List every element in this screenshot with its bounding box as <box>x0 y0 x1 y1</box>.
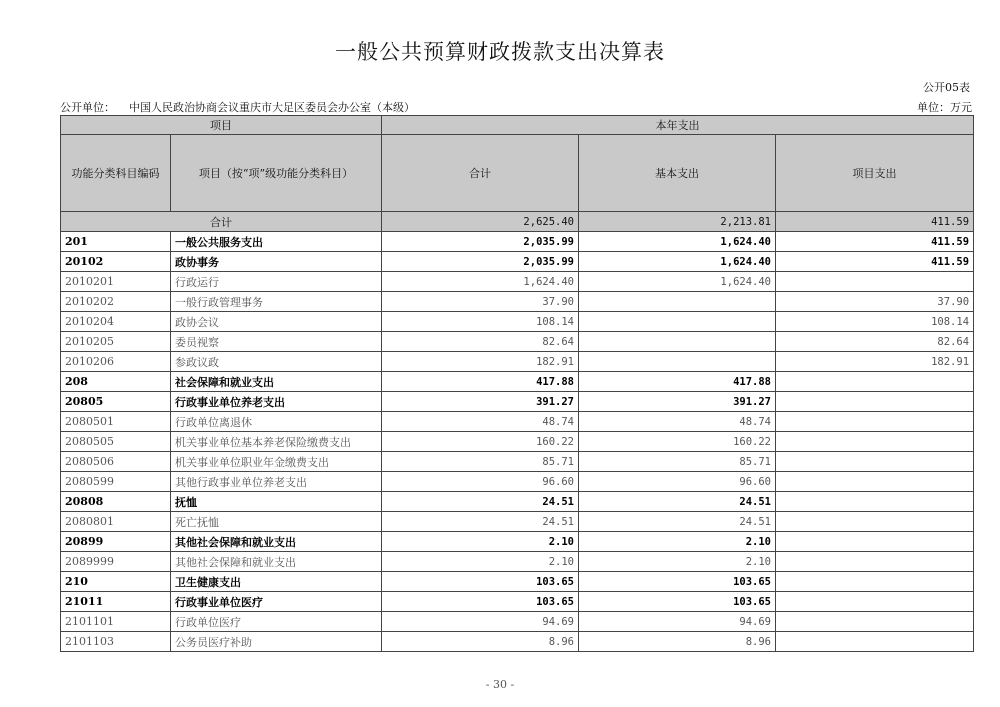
cell-code: 21011 <box>61 592 171 612</box>
cell-name: 参政议政 <box>171 352 382 372</box>
header-total: 合计 <box>382 135 579 212</box>
cell-total: 8.96 <box>382 632 579 652</box>
cell-total: 96.60 <box>382 472 579 492</box>
cell-project <box>776 612 974 632</box>
cell-name: 政协会议 <box>171 312 382 332</box>
cell-total: 182.91 <box>382 352 579 372</box>
budget-table <box>60 115 974 652</box>
cell-code: 20805 <box>61 392 171 412</box>
cell-project <box>776 432 974 452</box>
cell-code: 2080801 <box>61 512 171 532</box>
cell-name: 机关事业单位职业年金缴费支出 <box>171 452 382 472</box>
cell-total: 2.10 <box>382 552 579 572</box>
cell-name: 行政单位离退休 <box>171 412 382 432</box>
table-row <box>61 472 974 492</box>
cell-total: 48.74 <box>382 412 579 432</box>
form-number: 公开05表 <box>923 81 970 94</box>
currency-unit: 单位：万元 <box>917 101 972 114</box>
table-row <box>61 412 974 432</box>
cell-total: 24.51 <box>382 492 579 512</box>
cell-total: 391.27 <box>382 392 579 412</box>
cell-basic: 96.60 <box>579 472 776 492</box>
cell-total: 82.64 <box>382 332 579 352</box>
table-row <box>61 512 974 532</box>
cell-basic: 24.51 <box>579 512 776 532</box>
cell-code: 2101101 <box>61 612 171 632</box>
cell-project: 182.91 <box>776 352 974 372</box>
cell-project <box>776 472 974 492</box>
unit-name: 中国人民政治协商会议重庆市大足区委员会办公室（本级） <box>129 101 415 114</box>
table-row <box>61 352 974 372</box>
total-project: 411.59 <box>776 212 974 232</box>
cell-total: 2.10 <box>382 532 579 552</box>
cell-code: 2080505 <box>61 432 171 452</box>
cell-project: 37.90 <box>776 292 974 312</box>
cell-project <box>776 372 974 392</box>
table-row <box>61 232 974 252</box>
header-basic: 基本支出 <box>579 135 776 212</box>
table-row <box>61 432 974 452</box>
cell-name: 机关事业单位基本养老保险缴费支出 <box>171 432 382 452</box>
table-row <box>61 252 974 272</box>
cell-name: 社会保障和就业支出 <box>171 372 382 392</box>
cell-project <box>776 632 974 652</box>
header-project: 项目支出 <box>776 135 974 212</box>
cell-project: 82.64 <box>776 332 974 352</box>
cell-project: 411.59 <box>776 232 974 252</box>
cell-basic: 417.88 <box>579 372 776 392</box>
table-row <box>61 632 974 652</box>
cell-code: 20808 <box>61 492 171 512</box>
cell-name: 一般行政管理事务 <box>171 292 382 312</box>
cell-basic: 48.74 <box>579 412 776 432</box>
cell-basic: 1,624.40 <box>579 252 776 272</box>
cell-code: 2101103 <box>61 632 171 652</box>
cell-name: 死亡抚恤 <box>171 512 382 532</box>
reporting-unit <box>60 99 429 115</box>
cell-total: 37.90 <box>382 292 579 312</box>
cell-basic: 8.96 <box>579 632 776 652</box>
header-name: 项目（按“项”级功能分类科目） <box>171 135 382 212</box>
cell-code: 2080599 <box>61 472 171 492</box>
cell-project: 108.14 <box>776 312 974 332</box>
table-row <box>61 452 974 472</box>
cell-project <box>776 392 974 412</box>
cell-total: 160.22 <box>382 432 579 452</box>
total-amount: 2,625.40 <box>382 212 579 232</box>
cell-basic: 94.69 <box>579 612 776 632</box>
cell-project <box>776 492 974 512</box>
cell-project <box>776 412 974 432</box>
header-item: 项目 <box>61 116 382 135</box>
cell-project <box>776 512 974 532</box>
table-row <box>61 532 974 552</box>
table-row <box>61 272 974 292</box>
cell-name: 行政事业单位医疗 <box>171 592 382 612</box>
cell-name: 行政事业单位养老支出 <box>171 392 382 412</box>
cell-code: 2010202 <box>61 292 171 312</box>
unit-label: 公开单位： <box>60 101 115 114</box>
table-row <box>61 552 974 572</box>
cell-total: 94.69 <box>382 612 579 632</box>
cell-code: 2010205 <box>61 332 171 352</box>
table-row <box>61 572 974 592</box>
cell-code: 201 <box>61 232 171 252</box>
cell-basic: 85.71 <box>579 452 776 472</box>
cell-basic <box>579 352 776 372</box>
cell-name: 一般公共服务支出 <box>171 232 382 252</box>
cell-project <box>776 532 974 552</box>
total-basic: 2,213.81 <box>579 212 776 232</box>
cell-total: 1,624.40 <box>382 272 579 292</box>
header-code: 功能分类科目编码 <box>61 135 171 212</box>
cell-name: 其他社会保障和就业支出 <box>171 552 382 572</box>
cell-total: 2,035.99 <box>382 252 579 272</box>
cell-code: 20899 <box>61 532 171 552</box>
cell-basic: 160.22 <box>579 432 776 452</box>
table-row <box>61 332 974 352</box>
table-row <box>61 392 974 412</box>
cell-total: 103.65 <box>382 592 579 612</box>
header-year-spending: 本年支出 <box>382 116 974 135</box>
cell-code: 2089999 <box>61 552 171 572</box>
cell-basic: 103.65 <box>579 572 776 592</box>
report-title: 一般公共预算财政拨款支出决算表 <box>335 40 665 64</box>
cell-project <box>776 452 974 472</box>
cell-basic <box>579 312 776 332</box>
cell-name: 委员视察 <box>171 332 382 352</box>
cell-basic: 2.10 <box>579 552 776 572</box>
cell-code: 2010204 <box>61 312 171 332</box>
cell-code: 2080501 <box>61 412 171 432</box>
cell-name: 政协事务 <box>171 252 382 272</box>
cell-name: 抚恤 <box>171 492 382 512</box>
page-number: - 30 - <box>485 678 515 691</box>
table-row <box>61 612 974 632</box>
cell-name: 其他行政事业单位养老支出 <box>171 472 382 492</box>
total-row <box>61 212 974 232</box>
cell-total: 103.65 <box>382 572 579 592</box>
cell-project <box>776 552 974 572</box>
table-row <box>61 312 974 332</box>
cell-project <box>776 572 974 592</box>
cell-project: 411.59 <box>776 252 974 272</box>
cell-code: 2080506 <box>61 452 171 472</box>
cell-code: 208 <box>61 372 171 392</box>
cell-basic: 24.51 <box>579 492 776 512</box>
cell-total: 417.88 <box>382 372 579 392</box>
table-row <box>61 592 974 612</box>
cell-total: 2,035.99 <box>382 232 579 252</box>
cell-basic: 391.27 <box>579 392 776 412</box>
cell-basic: 2.10 <box>579 532 776 552</box>
cell-basic <box>579 292 776 312</box>
table-row <box>61 372 974 392</box>
cell-total: 24.51 <box>382 512 579 532</box>
cell-project <box>776 592 974 612</box>
table-row <box>61 492 974 512</box>
cell-total: 108.14 <box>382 312 579 332</box>
cell-name: 公务员医疗补助 <box>171 632 382 652</box>
total-label: 合计 <box>61 212 382 232</box>
cell-code: 20102 <box>61 252 171 272</box>
cell-code: 2010206 <box>61 352 171 372</box>
cell-basic: 1,624.40 <box>579 272 776 292</box>
cell-basic <box>579 332 776 352</box>
cell-code: 2010201 <box>61 272 171 292</box>
cell-code: 210 <box>61 572 171 592</box>
cell-name: 行政单位医疗 <box>171 612 382 632</box>
cell-name: 行政运行 <box>171 272 382 292</box>
table-row <box>61 292 974 312</box>
cell-name: 其他社会保障和就业支出 <box>171 532 382 552</box>
cell-total: 85.71 <box>382 452 579 472</box>
cell-basic: 1,624.40 <box>579 232 776 252</box>
cell-basic: 103.65 <box>579 592 776 612</box>
cell-name: 卫生健康支出 <box>171 572 382 592</box>
cell-project <box>776 272 974 292</box>
